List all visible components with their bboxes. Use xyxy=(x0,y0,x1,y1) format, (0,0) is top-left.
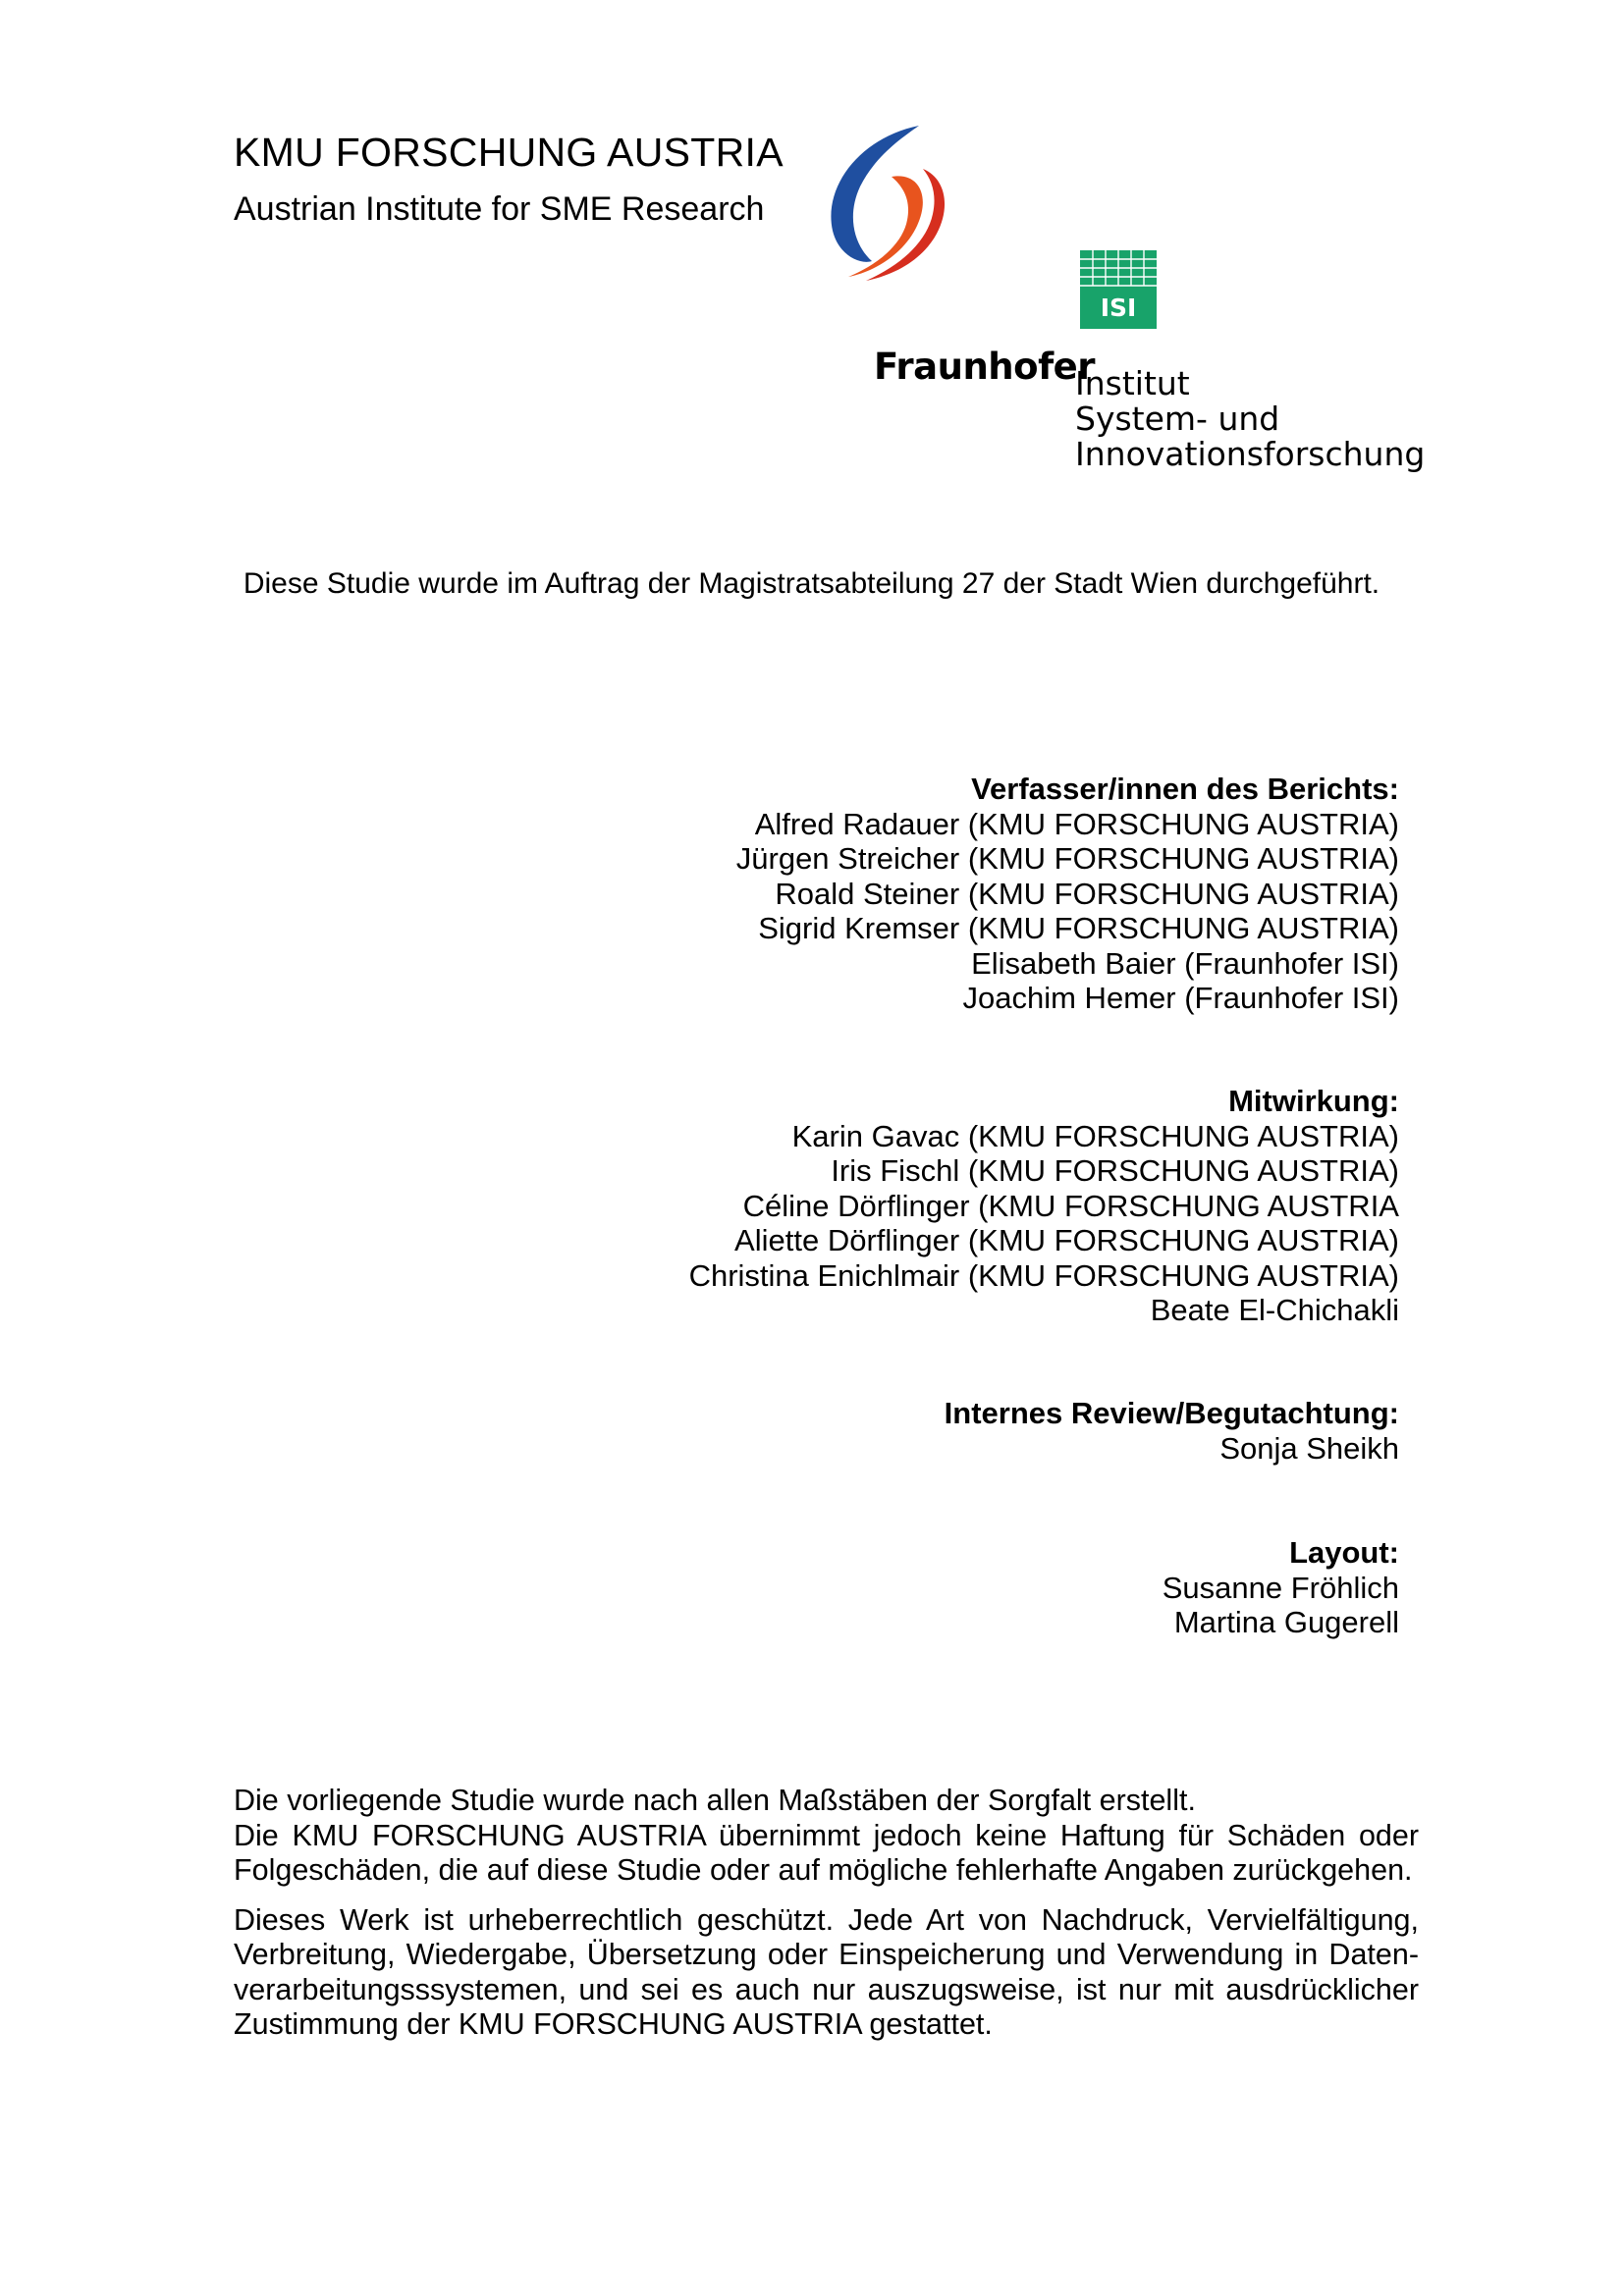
partner-institute-line: System- und xyxy=(1075,400,1280,438)
credit-name: Aliette Dörflinger (KMU FORSCHUNG AUSTRIA) xyxy=(734,1223,1399,1257)
credits-contributors xyxy=(589,1084,1399,1328)
partner-name: Fraunhofer xyxy=(874,346,1096,388)
credit-name: Joachim Hemer (Fraunhofer ISI) xyxy=(962,981,1399,1015)
credits-heading: Internes Review/Begutachtung: xyxy=(944,1396,1399,1430)
credit-name: Martina Gugerell xyxy=(1173,1605,1399,1639)
credit-name: Karin Gavac (KMU FORSCHUNG AUSTRIA) xyxy=(791,1118,1399,1153)
credit-name: Elisabeth Baier (Fraunhofer ISI) xyxy=(971,945,1399,981)
disclaimer xyxy=(234,1784,1419,2043)
copyright-paragraph: Dieses Werk ist urheberrechtlich geschützt. Jede Art von Nachdruck, Vervielfältigung, Verbreitung, Wiedergabe, Übersetzung oder Einspeicherung und Verwendung in Datenverarbeitungsssystemen, und sei es auch nur auszugsweise, ist nur mit ausdrücklicher Zustimmung der KMU FORSCHUNG AUSTRIA gestattet. xyxy=(234,1902,1419,2041)
credits-review xyxy=(589,1396,1399,1466)
credit-name: Iris Fischl (KMU FORSCHUNG AUSTRIA) xyxy=(831,1153,1399,1188)
credits-heading: Layout: xyxy=(1289,1535,1399,1570)
partner-institute-line: Institut xyxy=(1075,364,1190,402)
credits-heading: Mitwirkung: xyxy=(1228,1084,1399,1118)
credit-name: Sigrid Kremser (KMU FORSCHUNG AUSTRIA) xyxy=(758,911,1399,945)
fraunhofer-isi-grid-icon xyxy=(1080,250,1157,329)
credit-name: Roald Steiner (KMU FORSCHUNG AUSTRIA) xyxy=(775,876,1399,911)
partner-institute xyxy=(1075,366,1425,472)
disclaimer-paragraph xyxy=(234,1784,1419,1889)
credit-name: Sonja Sheikh xyxy=(1219,1430,1399,1466)
credit-name: Céline Dörflinger (KMU FORSCHUNG AUSTRIA xyxy=(742,1188,1399,1223)
credit-name: Beate El-Chichakli xyxy=(1150,1293,1399,1327)
credits-heading: Verfasser/innen des Berichts: xyxy=(971,772,1399,806)
org-name: KMU FORSCHUNG AUSTRIA xyxy=(234,130,784,175)
kmu-swirl-logo-icon xyxy=(821,118,958,285)
credit-name: Alfred Radauer (KMU FORSCHUNG AUSTRIA) xyxy=(754,806,1399,841)
partner-institute-line: Innovationsforschung xyxy=(1075,435,1426,473)
disclaimer-line: Die vorliegende Studie wurde nach allen Maßstäben der Sorgfalt erstellt. xyxy=(234,1784,1196,1817)
org-subtitle: Austrian Institute for SME Research xyxy=(234,190,765,228)
disclaimer-line: Die KMU FORSCHUNG AUSTRIA übernimmt jedoch keine Haftung für Schäden oder Folgeschäden, die auf diese Studie oder auf mögliche fehlerhafte Angaben zurückgehen. xyxy=(234,1818,1419,1887)
isi-logo-text: ISI xyxy=(1100,294,1137,322)
commission-statement: Diese Studie wurde im Auftrag der Magistratsabteilung 27 der Stadt Wien durchgeführt. xyxy=(243,567,1380,600)
credits-layout xyxy=(589,1535,1399,1640)
credit-name: Christina Enichlmair (KMU FORSCHUNG AUSTRIA) xyxy=(688,1257,1399,1293)
kmu-logo-orange-swirl xyxy=(848,176,923,277)
credit-name: Jürgen Streicher (KMU FORSCHUNG AUSTRIA) xyxy=(735,841,1399,876)
credit-name: Susanne Fröhlich xyxy=(1162,1570,1399,1605)
credits-authors xyxy=(589,772,1399,1016)
